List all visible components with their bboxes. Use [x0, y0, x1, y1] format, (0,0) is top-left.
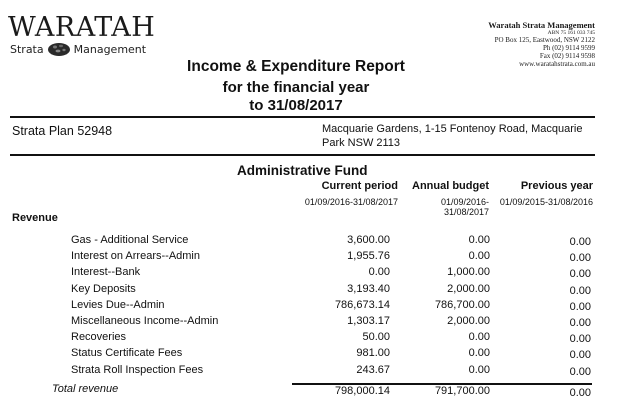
row-label: Status Certificate Fees — [71, 347, 183, 360]
column-header-current-period: Current period — [321, 180, 398, 192]
table-row — [0, 331, 621, 347]
report-title-line2: for the financial year — [222, 79, 370, 96]
row-current: 0.00 — [368, 266, 390, 279]
report-title — [176, 58, 416, 115]
row-current: 981.00 — [356, 347, 390, 360]
company-logo-subtitle — [10, 42, 146, 57]
row-budget: 0.00 — [468, 250, 490, 263]
row-previous: 0.00 — [569, 333, 591, 346]
table-row — [0, 364, 621, 380]
row-previous: 0.00 — [569, 349, 591, 362]
strata-plan-address: Macquarie Gardens, 1-15 Fontenoy Road, Macquarie Park NSW 2113 — [322, 123, 583, 149]
row-budget: 2,000.00 — [447, 314, 490, 327]
row-label: Recoveries — [71, 331, 127, 344]
row-budget: 0.00 — [468, 331, 490, 344]
report-title-line3: to 31/08/2017 — [249, 97, 343, 114]
company-contact-block — [488, 20, 595, 68]
fund-title: Administrative Fund — [237, 163, 368, 178]
row-previous: 0.00 — [569, 300, 591, 313]
row-label: Strata Roll Inspection Fees — [71, 363, 204, 376]
table-row — [0, 283, 621, 299]
row-budget: 0.00 — [468, 363, 490, 376]
total-revenue-label: Total revenue — [52, 383, 119, 395]
logo-sub-left: Strata — [10, 43, 44, 56]
row-label: Gas - Additional Service — [71, 234, 189, 246]
row-budget: 1,000.00 — [447, 266, 490, 279]
company-website: www.waratahstrata.com.au — [519, 60, 595, 68]
row-current: 3,600.00 — [347, 234, 390, 246]
row-current: 1,303.17 — [347, 314, 390, 327]
row-label: Interest on Arrears--Admin — [71, 250, 200, 263]
column-dates-annual-budget: 01/09/2016-31/08/2017 — [440, 197, 489, 217]
company-fax: Fax (02) 9114 9598 — [539, 52, 595, 60]
revenue-section-label: Revenue — [12, 212, 58, 224]
column-dates-previous-year: 01/09/2015-31/08/2016 — [499, 197, 593, 207]
logo-sub-right: Management — [73, 43, 147, 56]
strata-plan-name: Strata Plan 52948 — [12, 124, 113, 138]
row-label: Levies Due--Admin — [71, 298, 165, 311]
company-logo-title: WARATAH — [8, 12, 156, 43]
total-current: 798,000.14 — [334, 385, 390, 397]
row-previous: 0.00 — [569, 284, 591, 297]
row-label: Miscellaneous Income--Admin — [71, 314, 219, 327]
table-row — [0, 266, 621, 282]
total-previous: 0.00 — [569, 387, 591, 399]
column-dates-current-period: 01/09/2016-31/08/2017 — [304, 197, 398, 207]
column-header-annual-budget: Annual budget — [412, 180, 489, 192]
divider-top — [10, 116, 595, 118]
row-current: 50.00 — [362, 331, 390, 344]
table-row — [0, 347, 621, 363]
row-current: 243.67 — [356, 363, 390, 376]
row-previous: 0.00 — [569, 268, 591, 281]
table-row — [0, 315, 621, 331]
divider-bottom — [10, 154, 595, 156]
company-phone: Ph (02) 9114 9599 — [542, 44, 595, 52]
row-previous: 0.00 — [569, 252, 591, 265]
report-title-line1: Income & Expenditure Report — [187, 58, 405, 75]
company-abn: ABN 75 161 033 745 — [547, 30, 595, 36]
row-budget: 2,000.00 — [447, 282, 490, 295]
table-row — [0, 234, 621, 250]
row-previous: 0.00 — [569, 236, 591, 248]
table-row — [0, 299, 621, 315]
row-label: Key Deposits — [71, 282, 136, 295]
row-current: 1,955.76 — [347, 250, 390, 263]
total-budget: 791,700.00 — [434, 385, 490, 397]
company-name: Waratah Strata Management — [488, 20, 595, 30]
row-label: Interest--Bank — [71, 266, 141, 279]
row-budget: 0.00 — [468, 234, 490, 246]
waratah-flower-icon — [46, 42, 72, 57]
company-address: PO Box 125, Eastwood, NSW 2122 — [494, 36, 595, 44]
table-row — [0, 250, 621, 266]
row-current: 3,193.40 — [347, 282, 390, 295]
row-current: 786,673.14 — [334, 298, 390, 311]
revenue-rows — [0, 234, 621, 380]
column-header-previous-year: Previous year — [520, 180, 593, 192]
row-previous: 0.00 — [569, 365, 591, 378]
row-budget: 786,700.00 — [434, 298, 490, 311]
row-budget: 0.00 — [468, 347, 490, 360]
row-previous: 0.00 — [569, 316, 591, 329]
